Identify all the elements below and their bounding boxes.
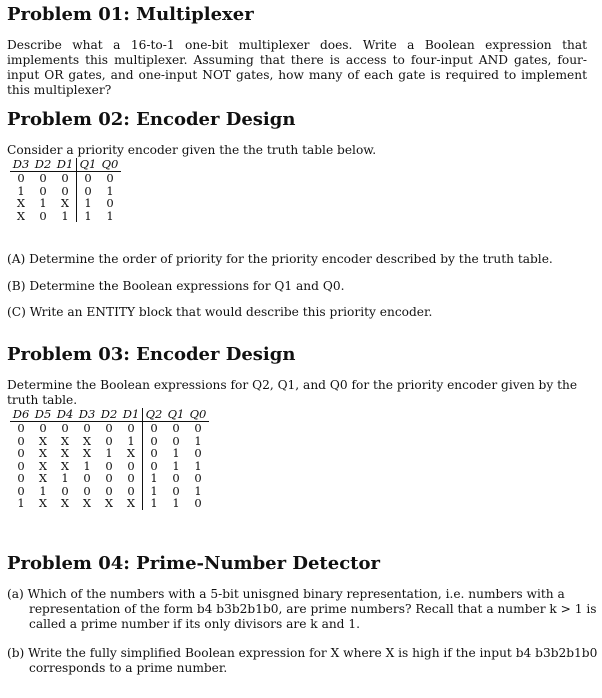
table-cell: X — [38, 458, 48, 473]
table-row — [10, 472, 209, 485]
table-cell: 0 — [172, 483, 180, 498]
table-cell: X — [82, 446, 92, 460]
column-header-d5: D5 — [32, 408, 54, 422]
table-cell: 1 — [39, 196, 47, 210]
table-cell: 1 — [61, 208, 69, 223]
problem-02-intro-block — [7, 143, 587, 158]
problem-02-intro: Consider a priority encoder given the the truth table below. — [7, 143, 377, 157]
column-header-q2: Q2 — [143, 408, 166, 422]
problem-02-title: Problem 02: Encoder Design — [7, 109, 296, 130]
table-cell: X — [16, 208, 26, 223]
column-header-d4: D4 — [54, 408, 76, 422]
table-cell: X — [126, 446, 136, 460]
problem-02-part-a: (A) Determine the order of priority for the priority encoder described by the truth table. — [7, 252, 553, 266]
table-cell: 0 — [105, 421, 113, 435]
table-cell: X — [82, 433, 92, 448]
table-cell: 0 — [194, 471, 202, 485]
table-cell: X — [60, 433, 70, 448]
problem-01-body — [7, 38, 587, 98]
table-cell: 0 — [105, 471, 113, 485]
table-cell: 0 — [127, 458, 135, 473]
table-cell: X — [104, 496, 114, 510]
table-cell: X — [38, 496, 48, 510]
table-cell: X — [38, 446, 48, 460]
table-cell: X — [60, 496, 70, 510]
table-cell: 0 — [194, 496, 202, 510]
table-cell: 1 — [17, 183, 25, 198]
table-cell: 1 — [83, 458, 91, 473]
table-cell: 1 — [105, 446, 113, 460]
table-cell: 0 — [127, 421, 135, 435]
column-header-q1: Q1 — [77, 158, 100, 172]
table-cell: 0 — [143, 435, 166, 448]
table-cell: 0 — [105, 458, 113, 473]
column-header-d2: D2 — [98, 408, 120, 422]
column-header-d2: D2 — [32, 158, 54, 172]
table-row — [10, 422, 209, 435]
table-cell: X — [16, 196, 26, 210]
problem-01-text: Describe what a 16-to-1 one-bit multiplexer does. Write a Boolean expression that implements this multiplexer. Assuming that there is access to four-input AND gates, four-input OR gates, and one-input NOT gates, how many of each gate is required to implement this multiplexer? — [7, 38, 587, 97]
table-cell: X — [38, 433, 48, 448]
column-header-q1: Q1 — [165, 408, 187, 422]
table-cell: 1 — [61, 471, 69, 485]
column-header-d1: D1 — [120, 408, 143, 422]
truth-table-header-row — [10, 408, 209, 422]
table-cell: X — [38, 471, 48, 485]
table-cell: 0 — [61, 183, 69, 198]
table-cell: X — [60, 458, 70, 473]
table-cell: 0 — [194, 446, 202, 460]
table-cell: 0 — [39, 183, 47, 198]
problem-03-intro-block — [7, 378, 587, 408]
table-cell: 0 — [106, 196, 114, 210]
table-cell: 0 — [172, 433, 180, 448]
column-header-d6: D6 — [10, 408, 32, 422]
column-header-d3: D3 — [10, 158, 32, 172]
table-cell: 0 — [143, 460, 166, 473]
table-cell: 1 — [194, 433, 202, 448]
column-header-q0: Q0 — [187, 408, 209, 422]
table-cell: 0 — [143, 422, 166, 435]
table-cell: X — [82, 496, 92, 510]
table-cell: 1 — [106, 208, 114, 223]
table-cell: 0 — [172, 421, 180, 435]
table-cell: 1 — [143, 497, 166, 510]
table-cell: 1 — [194, 458, 202, 473]
table-cell: 0 — [61, 171, 69, 185]
table-cell: 0 — [61, 421, 69, 435]
table-cell: 0 — [83, 421, 91, 435]
table-cell: 0 — [17, 171, 25, 185]
table-cell: 1 — [127, 433, 135, 448]
table-cell: 0 — [83, 483, 91, 498]
table-cell: 0 — [17, 483, 25, 498]
table-cell: 0 — [39, 421, 47, 435]
table-cell: 1 — [143, 472, 166, 485]
column-header-d3: D3 — [76, 408, 98, 422]
table-cell: 0 — [61, 483, 69, 498]
truth-table-header-row — [10, 158, 121, 172]
truth-table-p2 — [10, 158, 121, 222]
column-header-d1: D1 — [54, 158, 77, 172]
problem-04-title: Problem 04: Prime-Number Detector — [7, 553, 380, 574]
table-cell: 0 — [17, 471, 25, 485]
table-cell: 1 — [17, 496, 25, 510]
table-cell: 0 — [127, 483, 135, 498]
table-cell: 0 — [105, 433, 113, 448]
table-cell: 0 — [39, 171, 47, 185]
table-cell: 0 — [17, 433, 25, 448]
table-cell: 0 — [172, 471, 180, 485]
problem-02-part-b: (B) Determine the Boolean expressions for Q1 and Q0. — [7, 279, 345, 293]
table-cell: 0 — [77, 185, 100, 198]
table-cell: 1 — [39, 483, 47, 498]
table-row — [10, 172, 121, 185]
problem-01-title: Problem 01: Multiplexer — [7, 4, 254, 25]
table-cell: 0 — [77, 172, 100, 185]
table-cell: 0 — [17, 421, 25, 435]
table-cell: 0 — [194, 421, 202, 435]
problem-03-title: Problem 03: Encoder Design — [7, 344, 296, 365]
column-header-q0: Q0 — [99, 158, 121, 172]
table-row — [10, 210, 121, 223]
table-cell: 1 — [77, 197, 100, 210]
table-cell: 1 — [172, 496, 180, 510]
table-row — [10, 447, 209, 460]
table-row — [10, 197, 121, 210]
table-cell: 1 — [172, 446, 180, 460]
table-cell: X — [60, 446, 70, 460]
table-cell: 0 — [83, 471, 91, 485]
table-cell: 1 — [172, 458, 180, 473]
problem-02-part-c: (C) Write an ENTITY block that would describe this priority encoder. — [7, 305, 433, 319]
table-cell: 1 — [143, 485, 166, 498]
table-cell: 0 — [105, 483, 113, 498]
table-cell: 1 — [77, 210, 100, 223]
table-cell: 0 — [143, 447, 166, 460]
truth-table-p3 — [10, 408, 209, 510]
table-cell: 0 — [106, 171, 114, 185]
problem-04-part-a: (a) Which of the numbers with a 5-bit unisgned binary representation, i.e. numbers with a representation of the form b4 b3b2b1b0, are prime numbers? Recall that a number k > 1 is called a prime number if its only divisors are k and 1. — [7, 587, 597, 631]
table-cell: 0 — [17, 458, 25, 473]
table-cell: X — [60, 196, 70, 210]
table-cell: 1 — [194, 483, 202, 498]
table-cell: 1 — [106, 183, 114, 198]
table-cell: 0 — [39, 208, 47, 223]
table-cell: 0 — [17, 446, 25, 460]
problem-03-intro: Determine the Boolean expressions for Q2, Q1, and Q0 for the priority encoder given by the truth table. — [7, 378, 578, 407]
table-cell: X — [126, 496, 136, 510]
table-cell: 0 — [127, 471, 135, 485]
table-row — [10, 497, 209, 510]
problem-04-part-b: (b) Write the fully simplified Boolean expression for X where X is high if the input b4 b3b2b1b0 corresponds to a prime number. — [7, 646, 598, 675]
